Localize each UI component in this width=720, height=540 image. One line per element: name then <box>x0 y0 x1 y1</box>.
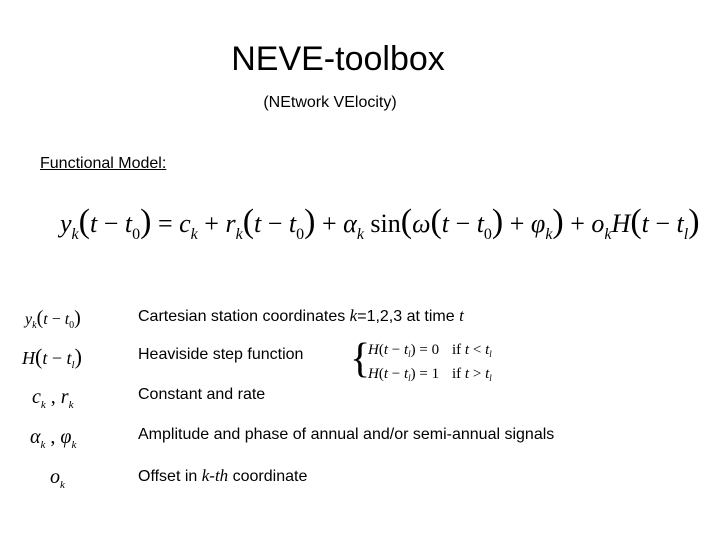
svg-text:{: { <box>350 336 371 382</box>
svg-text:H(t − tl) = 0if t < tl: $H(t - t_l) = 0$ if $t < t_l$ <box>368 342 492 359</box>
svg-text:yk(t − t0) = ck + rk(t − t0) +: $y_k(t - t_0) = c_k + r_k(t - t_0) + \alpha_k$ $\sin(\omega(t - t_0) + \varphi_k) + o_kH(t - t_l)$ <box>60 203 700 243</box>
svg-text:ck , rk: $c_k$ , $r_k$ <box>32 386 74 411</box>
definition-text: Cartesian station coordinates k=1,2,3 at time t <box>138 306 464 325</box>
svg-text:αk , φk: $\alpha_k$ , $\varphi_k$ <box>30 426 77 451</box>
svg-text:H(t − tl): $H(t - t_l)$ <box>22 344 82 371</box>
definition-row-ck-rk <box>0 383 720 413</box>
page-subtitle: (NEtwork VElocity) <box>263 94 397 111</box>
symbol-alpha-phi <box>20 423 120 453</box>
svg-text:H(t − tl) = 1if t > tl: $H(t - t_l) = 1$ if $t > t_l$ <box>368 366 492 383</box>
symbol-ok <box>20 463 120 493</box>
definition-text: Amplitude and phase of annual and/or semi-annual signals <box>138 426 555 443</box>
definition-row-yk <box>0 303 720 333</box>
definition-row-ok <box>0 463 720 493</box>
definition-text: Constant and rate <box>138 386 266 403</box>
definition-row-alpha-phi <box>0 423 720 453</box>
symbol-yk <box>20 303 120 333</box>
heaviside-cases <box>350 336 520 386</box>
page-title: NEVE-toolbox <box>231 40 445 78</box>
definition-text: Heaviside step function <box>138 346 304 363</box>
symbol-ck-rk <box>20 383 120 413</box>
section-heading: Functional Model: <box>40 155 167 172</box>
svg-text:yk(t − t0): $y_k(t - t_0)$ <box>25 307 81 331</box>
functional-model-equation <box>60 198 700 246</box>
svg-text:ok: $o_k$ <box>50 466 65 491</box>
definition-text: Offset in k-th coordinate <box>138 466 308 485</box>
symbol-heaviside <box>20 343 120 373</box>
